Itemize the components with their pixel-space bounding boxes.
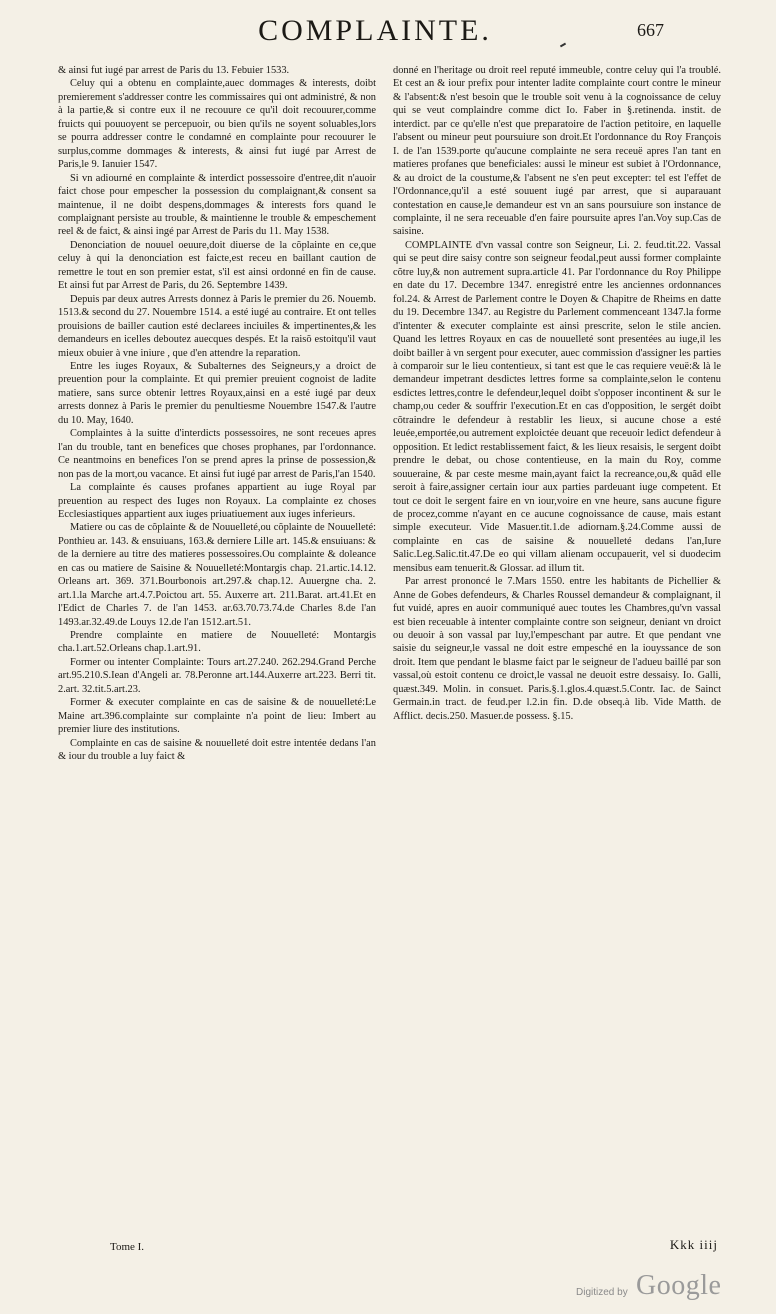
paragraph: Former ou intenter Complainte: Tours art.27.240. 262.294.Grand Perche art.95.210.S.Iean d'Angeli ar. 78.Peronne art.144.Auxerre art.223. Berri tit. 2.art. 32.tit.5.art.23. (58, 656, 376, 695)
watermark-caption: Digitized by (576, 1287, 628, 1298)
paragraph: Prendre complainte en matiere de Nouuelleté: Montargis cha.1.art.52.Orleans chap.1.art.91. (58, 630, 376, 655)
paragraph: Si vn adiourné en complainte & interdict possessoire d'entree,dit n'auoir faict chose pour empescher la possession du complaignant,& consent sa maintenue, il ne doibt despens,dommages & interests fors quand le complaignant persiste au trouble, & maintienne le trouble & empeschement reel & de faict, & ainsi ingé par Arrest de Paris du 11. May 1538. (58, 172, 376, 238)
left-column (58, 64, 376, 764)
digitization-watermark (576, 1270, 756, 1306)
paragraph: & ainsi fut iugé par arrest de Paris du 13. Febuier 1533. (58, 65, 290, 76)
running-title: COMPLAINTE. (258, 14, 492, 47)
signature-mark: Kkk iiij (669, 1237, 718, 1252)
volume-label: Tome I. (110, 1241, 145, 1253)
paragraph: Complainte en cas de saisine & nouuelleté doit estre intentée dedans l'an & iour du trouble a luy faict & (58, 737, 376, 763)
paragraph: Former & executer complainte en cas de saisine & de nouuelleté:Le Maine art.396.complainte sur complainte n'a point de lieu: Imbert au premier liure des institutions. (58, 697, 376, 736)
paragraph: Denonciation de nouuel oeuure,doit diuerse de la cõplainte en ce,que celuy à qui la denonciation est faicte,est receu en baillant caution de remettre le tout en son premier estat, s'il est ainsi ordonné en fin de cause. Et ainsi fut par Arrest de Paris, du 26. Septembre 1439. (58, 239, 376, 292)
paragraph: Complaintes à la suitte d'interdicts possessoires, ne sont receues apres l'an du trouble, tant en benefices que choses prophanes, par l'ordonnance. Ce neantmoins en benefices l'on se prend apres la prinse de possession,& non pas de la mort,ou vacance. Et ainsi fut iugé par arrest de Paris,l'an 1540. (58, 428, 376, 480)
paragraph: La complainte és causes profanes appartient au iuge Royal par preuention au respect des Iuges non Royaux. La complainte ez choses Ecclesiastiques appartient aux iuges priuatiuement aux iuges inferieurs. (58, 482, 376, 520)
google-logo: Google (636, 1270, 722, 1301)
paragraph: donné en l'heritage ou droit reel reputé immeuble, contre celuy qui l'a troublé. Et cest an & iour prefix pour intenter ladite complainte court contre le mineur & l'absent:& n'est besoin que le trouble soit venu à la cognoissance de celuy qui se veut complaindre comme dict Io. Faber in §.retinenda. instit. de interdict. par ce qu'elle n'est que preparatoire de l'action petitoire, en laquelle l'absent ou mineur peut poursuiure son droit.Et l'ordonnance du Roy François I. de l'an 1539.porte qu'aucune complainte ne sera receuë apres l'an tant en matieres profanes que beneficiales: aussi le mineur est subiet à l'Ordonnance, & au droict de la coustume,& l'absent ne s'en peut excepter: tel est l'effet de l'Ordonnance,qu'il a esté souuent iugé par arrest, que si auparauant contestation en cause,le demandeur est vn an sans poursuiure son instance de complainte, il ne sera receuable d'en faire poursuite apres l'an.Voy sup.Cas de saisine. (393, 65, 721, 238)
paragraph: Par arrest prononcé le 7.Mars 1550. entre les habitants de Pichellier & Anne de Gobes defendeurs, & Charles Roussel demandeur & complaignant, il fut vuidé, apres en auoir communiqué auec toutes les Chambres,qu'vn vassal est bien receuable à intenter complainte contre son seigneur, deniant vn droict ou deuoir à son vassal par luy,l'empeschant par autre. Et que pendant vne saisie du seigneur,le vassal ne doit estre empesché en la iouyssance de son droit. Item que pendant le blasme faict par le seigneur de l'adueu baillé par son vassal,où estoit contenu ce droict,le vassal ne deuoit estre dessaisy. Io. Galli, quæst.349. Molin. in consuet. Paris.§.1.glos.4.quæst.5.Contr. Iac. de Sainct Germain.in tract. de feud.per l.2.in fin. D.de obseq.à lib. Vide Matth. de Afflict. decis.250. Masuer.de possess. §.15. (393, 576, 721, 722)
page-number: 667 (637, 20, 664, 40)
right-column (393, 64, 721, 723)
paragraph: Celuy qui a obtenu en complainte,auec dommages & interests, doibt premierement s'addresser contre les commissaires qui ont administré, & non à la partie,& si contre eux il ne recouure ce qu'il doit recouurer,comme fruicts qui pouuoyent se percepuoir, ou bien qu'ils ne soyent soluables,lors se pourra addresser contre le condamné en complainte pour recouurer le surplus,comme dommages & interests, & ainsi fut iugé par Arrest de Paris,le 9. Ianuier 1547. (58, 78, 376, 171)
paragraph: COMPLAINTE d'vn vassal contre son Seigneur, Li. 2. feud.tit.22. Vassal qui se peut dire saisy contre son seigneur feodal,peut aussi former complainte cõtre luy,& non autrement supra.article 41. Par l'ordonnance du Roy Philippe en date du 17. Decembre 1347. enregistré entre les anciennes ordonnances fol.24. & Arrest de Parlement contre le Doyen & Chapitre de Rheims en datte du 19. Decembre 1347. au Registre du Parlement commenceant 1347.la forme d'intenter & executer complainte est ainsi prescrite, selon le stile ancien. Quand les lettres Royaux en cas de nouuelleté sont presentées au iuge,il les doibt bailler à vn sergent pour executer, auec commission d'assigner les parties à comparoir sur le lieu contentieux, si tant est que le cas requiere veuë:& là le demandeur impetrant desdictes lettres forme sa complainte,selon le contenu esdictes lettres,contre le defendeur,lequel doibt s'opposer incontinent & sur le champ,ou ceder & souffrir l'execution.Et en cas d'opposition, le sergét doibt cõtraindre le defendeur à restablir les lieux, si aucune chose a esté leuée,emportée,ou autrement exploictée deuant que receuoir ledict defendeur à opposition. Et ledict restablissement faict, & les lieux resaisis, le sergent doibt prendre le debat, ou chose contentieuse, en la main du Roy, comme souueraine, & par ceste mesme main,ayant faict la recreance,ou,& quãd elle seroit à faire,assigner certain iour aux parties pardeuant iuge competent. Et tout ce doit le sergent faire en vn iour,voire en vne heure, sans aucune figure de procez,comme n'ayant en ce aucune cognoissance de cause, mais estant simple executeur. Vide Masuer.tit.1.de adiornam.§.24.Comme aussi de complainte en cas de saisine & nouuelleté dedans l'an,Iure Salic.Leg.Salic.tit.47.De eo qui villam alienam occupauerit, vel si duodecim mensibus eam tenuerit.& Glossar. ad illum tit. (393, 239, 721, 574)
paragraph: Entre les iuges Royaux, & Subalternes des Seigneurs,y a droict de preuention pour la complainte. Et qui premier preuient cognoist de ladite matiere, sans surce obtenir lettres Royaux,ainsi en a esté iugé par deux arrests donnez à Paris le premier du penultiesme Nouembre 1547.& l'autre du 10. May, 1640. (58, 360, 376, 426)
running-head (0, 14, 776, 50)
paragraph: Matiere ou cas de cõplainte & de Nouuelleté,ou cõplainte de Nouuelleté: Ponthieu ar. 143. & ensuiuans, 163.& derniere Lille art. 145.& ensuiuans: & de la derniere au titre des matieres possessoires.Ou complainte & doleance en cas ou matiere de Saisine & Nouuelleté:Montargis chap. 21.artic.14.12. Orleans art. 369. 371.Bourbonois art.297.& chap.12. Auuergne cha. 2. art.1.la Marche art.4.7.Poictou art. 55. Auxerre art. 211.Barat. art.41.Et en l'Edict de Charles 7. de l'an 1453. ar.63.70.73.74.de Charles 8.de l'an 1493.ar.32.49.de Louys 12.de l'an 1512.art.51. (58, 522, 376, 628)
paragraph: Depuis par deux autres Arrests donnez à Paris le premier du 26. Nouemb. 1513.& second du 27. Nouembre 1514. a esté iugé au contraire. Et ont telles prouisions de bailler caution esté declarees inciuiles & impertinentes,& les demandeurs en icelles deboutez auecques despés. Et la raisõ estoitqu'il vaut mieux obuier à vne iniure , que d'en attendre la reparation. (58, 293, 376, 359)
